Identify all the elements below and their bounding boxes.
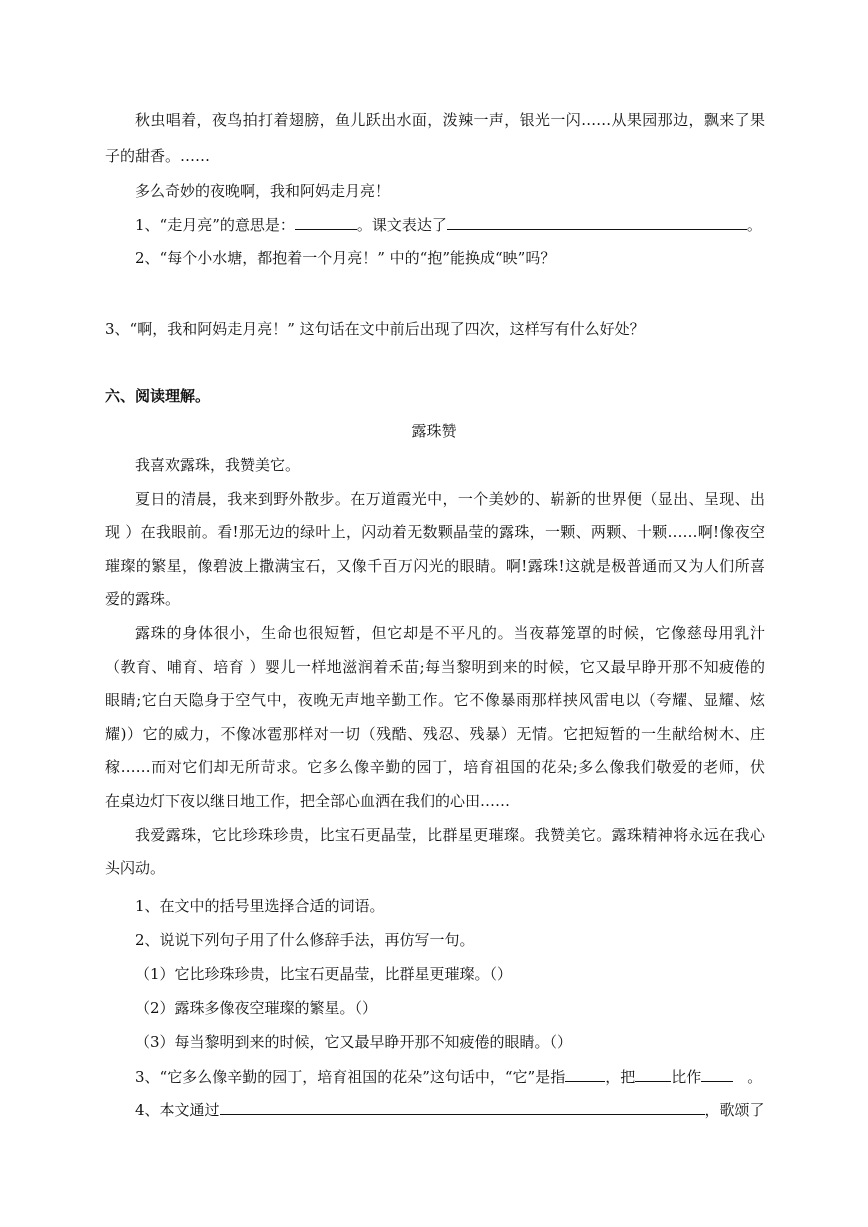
sub-question: （3）每当黎明到来的时候，它又最早睁开那不知疲倦的眼睛。（） xyxy=(135,1033,573,1051)
answer-blank[interactable] xyxy=(635,1067,671,1082)
question-3 xyxy=(135,1067,762,1087)
question-text: 。课文表达了 xyxy=(356,216,447,234)
question-text: 4、本文通过 xyxy=(135,1101,220,1119)
question-1: 1、在文中的括号里选择合适的词语。 xyxy=(135,897,385,915)
answer-blank[interactable] xyxy=(447,215,747,230)
question-4 xyxy=(135,1100,765,1120)
question-text: 1、“走月亮”的意思是： xyxy=(135,216,295,234)
question-2: 2、“每个小水塘，都抱着一个月亮！” 中的“抱”能换成“映”吗？ xyxy=(135,249,556,267)
question-text: ，歌颂了 xyxy=(704,1101,765,1119)
passage-paragraph-cont: 头闪动。 xyxy=(105,859,166,877)
passage-paragraph-cont: 现 ）在我眼前。看!那无边的绿叶上，闪动着无数颗晶莹的露珠，一颗、两颗、十颗……啊!像夜空 xyxy=(105,523,765,541)
passage-title: 露珠赞 xyxy=(411,422,457,440)
passage-paragraph-cont: 稼……而对它们却无所苛求。它多么像辛勤的园丁，培育祖国的花朵;多么像我们敬爱的老师，伏 xyxy=(105,758,765,776)
passage-paragraph: 秋虫唱着，夜鸟拍打着翅膀，鱼儿跃出水面，泼辣一声，银光一闪……从果园那边，飘来了果 xyxy=(135,111,765,129)
question-2: 2、说说下列句子用了什么修辞手法，再仿写一句。 xyxy=(135,931,475,949)
question-text: 。 xyxy=(746,216,762,234)
sub-question: （1）它比珍珠珍贵，比宝石更晶莹，比群星更璀璨。（） xyxy=(135,965,513,983)
question-text: 。 xyxy=(747,1068,763,1086)
passage-paragraph: 露珠的身体很小，生命也很短暂，但它却是不平凡的。当夜幕笼罩的时候，它像慈母用乳汁 xyxy=(135,624,765,642)
answer-blank[interactable] xyxy=(565,1067,605,1082)
question-text: 比作 xyxy=(671,1068,702,1086)
passage-paragraph-cont: 耀)）它的威力，不像冰雹那样对一切（残酷、残忍、残暴）无情。它把短暂的一生献给树木、庄 xyxy=(105,725,765,743)
passage-paragraph: 夏日的清晨，我来到野外散步。在万道霞光中，一个美妙的、崭新的世界便（显出、呈现、出 xyxy=(135,490,765,508)
passage-paragraph-cont: 爱的露珠。 xyxy=(105,590,181,608)
section-heading: 六、阅读理解。 xyxy=(105,387,211,405)
passage-paragraph: 我爱露珠，它比珍珠珍贵，比宝石更晶莹，比群星更璀璨。我赞美它。露珠精神将永远在我心 xyxy=(135,826,765,844)
passage-paragraph-cont: 眼睛;它白天隐身于空气中，夜晚无声地辛勤工作。它不像暴雨那样挟风雷电以（夸耀、显耀、炫 xyxy=(105,691,765,709)
question-text: 3、“它多么像辛勤的园丁，培育祖国的花朵”这句话中，“它”是指 xyxy=(135,1068,566,1086)
passage-paragraph-cont: （教育、哺育、培育 ）婴儿一样地滋润着禾苗;每当黎明到来的时候，它又最早睁开那不知疲倦的 xyxy=(105,658,765,676)
passage-paragraph-cont: 子的甜香。…… xyxy=(105,147,211,165)
sub-question: （2）露珠多像夜空璀璨的繁星。（） xyxy=(135,999,378,1017)
answer-blank[interactable] xyxy=(295,215,357,230)
answer-blank[interactable] xyxy=(220,1100,705,1115)
question-text: ，把 xyxy=(605,1068,636,1086)
question-3: 3、“啊，我和阿妈走月亮！” 这句话在文中前后出现了四次，这样写有什么好处？ xyxy=(105,320,645,338)
question-1 xyxy=(135,215,762,235)
passage-paragraph: 多么奇妙的夜晚啊，我和阿妈走月亮！ xyxy=(135,182,391,200)
passage-paragraph-cont: 在桌边灯下夜以继日地工作，把全部心血洒在我们的心田…… xyxy=(105,792,511,810)
answer-blank[interactable] xyxy=(701,1067,733,1082)
passage-paragraph: 我喜欢露珠，我赞美它。 xyxy=(135,456,301,474)
passage-paragraph-cont: 璀璨的繁星，像碧波上撒满宝石，又像千百万闪光的眼睛。啊!露珠!这就是极普通而又为人们所喜 xyxy=(105,557,765,575)
